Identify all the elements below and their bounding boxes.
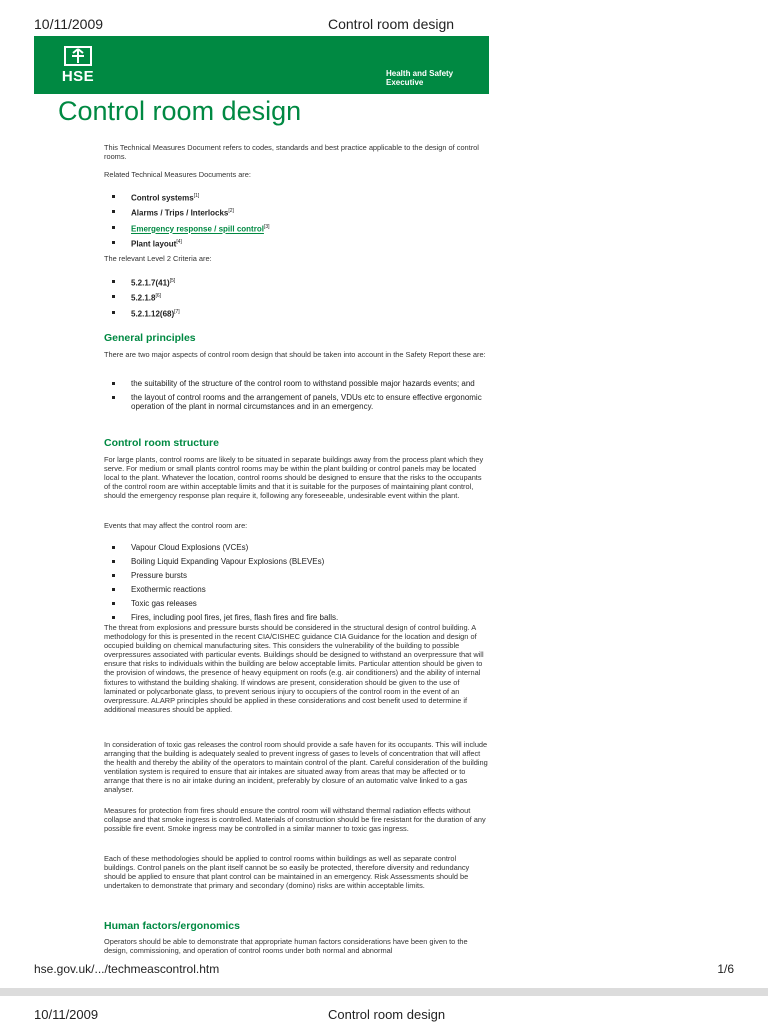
list-item[interactable]: Plant layout[4] bbox=[112, 238, 270, 249]
next-page-header bbox=[0, 1007, 768, 1024]
org-name-line-2: Executive bbox=[386, 78, 424, 87]
general-principles-list bbox=[112, 379, 490, 416]
control-room-structure-heading: Control room structure bbox=[104, 437, 219, 449]
list-item: the layout of control rooms and the arrangement of panels, VDUs etc to ensure effective ergonomic operation of the plant in normal circumstances and in an emergency. bbox=[112, 393, 490, 412]
page-number: 1/6 bbox=[717, 962, 734, 976]
intro-paragraph: This Technical Measures Document refers to codes, standards and best practice applicable to the design of control rooms. bbox=[104, 143, 479, 162]
list-item: Exothermic reactions bbox=[112, 585, 490, 594]
next-page-date: 10/11/2009 bbox=[34, 1007, 99, 1022]
hse-logo-text: HSE bbox=[61, 68, 95, 85]
events-list bbox=[112, 543, 490, 626]
print-date: 10/11/2009 bbox=[34, 16, 104, 32]
human-factors-paragraph: Operators should be able to demonstrate that appropriate human factors considerations have been given to the design, commissioning, and operation of control rooms under both normal and abnormal bbox=[104, 937, 468, 955]
list-item[interactable]: 5.2.1.12(68)[7] bbox=[112, 308, 180, 319]
related-docs-list bbox=[112, 192, 270, 254]
structure-paragraph-6: Each of these methodologies should be applied to control rooms within buildings as well as separate control buildings. Control panels on the plant itself cannot be so easily be protected, therefore diversity and redundancy should be applied to ensure that plant control can be maintained in an emergency. Risk Assessments should be undertaken to demonstrate that primary and secondary (domino) risks are within acceptable limits. bbox=[104, 854, 470, 891]
print-title: Control room design bbox=[328, 16, 455, 32]
footer-url[interactable]: hse.gov.uk/.../techmeascontrol.htm bbox=[34, 962, 220, 976]
criteria-intro: The relevant Level 2 Criteria are: bbox=[104, 254, 212, 263]
related-docs-intro: Related Technical Measures Documents are: bbox=[104, 170, 251, 179]
list-item: the suitability of the structure of the control room to withstand possible major hazards events; and bbox=[112, 379, 490, 388]
structure-paragraph-3: The threat from explosions and pressure bursts should be considered in the structural design of control building. A methodology for this is presented in the recent CIA/CISHEC guidance CIA Guidance for the location and design of occupied building on chemical manufacturing sites. This considers the vulnerability of the building to possible overpressures associated with particular events. Buildings should be designed to withstand an overpressure that will ensure that risks to individuals within the building are below acceptable limits. Particular attention should be given to the provision of windows, the presence of heavy equipment on roofs (e.g. air conditioners) and the ability of internal fixtures to withstand the building shaking. If windows are present, consideration should be given to the use of laminated or polycarbonate glass, to prevent serious injury to occupiers of the control room in the event of an overpressure. ALARP principles should be applied in these considerations and cost benefit used to determine if additional measures should be applied. bbox=[104, 623, 484, 714]
org-name-line-1: Health and Safety bbox=[386, 69, 454, 78]
structure-paragraph-1: For large plants, control rooms are likely to be situated in separate buildings away from the process plant which they serve. For medium or small plants control rooms may be within the plant building or control panels may be located local to the plant. Whatever the location, control rooms should be designed to ensure that the risks to the occupants of the control room are within acceptable limits and that it is suitable for the purposes of maintaining plant control, should the emergency response plan require it, following any foreseeable, undesirable event within the plant. bbox=[104, 455, 484, 501]
page-footer bbox=[34, 962, 734, 978]
list-item[interactable]: Alarms / Trips / Interlocks[2] bbox=[112, 207, 270, 218]
structure-paragraph-5: Measures for protection from fires should ensure the control room will withstand thermal radiation effects without collapse and that smoke ingress is controlled. Materials of construction should be fire resistant for the duration of any possible fire event. Smoke ingress may be controlled in a similar manner to toxic gas ingress. bbox=[104, 806, 486, 834]
structure-paragraph-2: Events that may affect the control room are: bbox=[104, 521, 248, 530]
structure-paragraph-4: In consideration of toxic gas releases the control room should provide a safe haven for its occupants. This will include arranging that the building is adequately sealed to prevent ingress of gases to levels of concentration that will affect the health and thereby the ability of the operators to maintain control of the plant. Careful consideration of the building ventilation system is required to ensure that air intakes are situated away from areas that may be affected or to arrange that there is no air intake during an incident, preferably by closure of an automatic valve linked to a gas analyser. bbox=[104, 740, 488, 795]
list-item: Toxic gas releases bbox=[112, 599, 490, 608]
list-item[interactable]: Emergency response / spill control[3] bbox=[112, 223, 270, 234]
next-page-title: Control room design bbox=[328, 1007, 446, 1022]
list-item: Vapour Cloud Explosions (VCEs) bbox=[112, 543, 490, 552]
general-principles-heading: General principles bbox=[104, 332, 196, 344]
list-item: Pressure bursts bbox=[112, 571, 490, 580]
page-title: Control room design bbox=[58, 96, 302, 126]
list-item[interactable]: 5.2.1.8[6] bbox=[112, 292, 180, 303]
human-factors-heading: Human factors/ergonomics bbox=[104, 920, 240, 932]
page-separator bbox=[0, 988, 768, 996]
general-principles-paragraph: There are two major aspects of control room design that should be taken into account in the Safety Report these are: bbox=[104, 350, 486, 359]
list-item: Fires, including pool fires, jet fires, flash fires and fire balls. bbox=[112, 613, 490, 622]
list-item: Boiling Liquid Expanding Vapour Explosions (BLEVEs) bbox=[112, 557, 490, 566]
criteria-list bbox=[112, 277, 180, 323]
list-item[interactable]: Control systems[1] bbox=[112, 192, 270, 203]
list-item[interactable]: 5.2.1.7(41)[5] bbox=[112, 277, 180, 288]
